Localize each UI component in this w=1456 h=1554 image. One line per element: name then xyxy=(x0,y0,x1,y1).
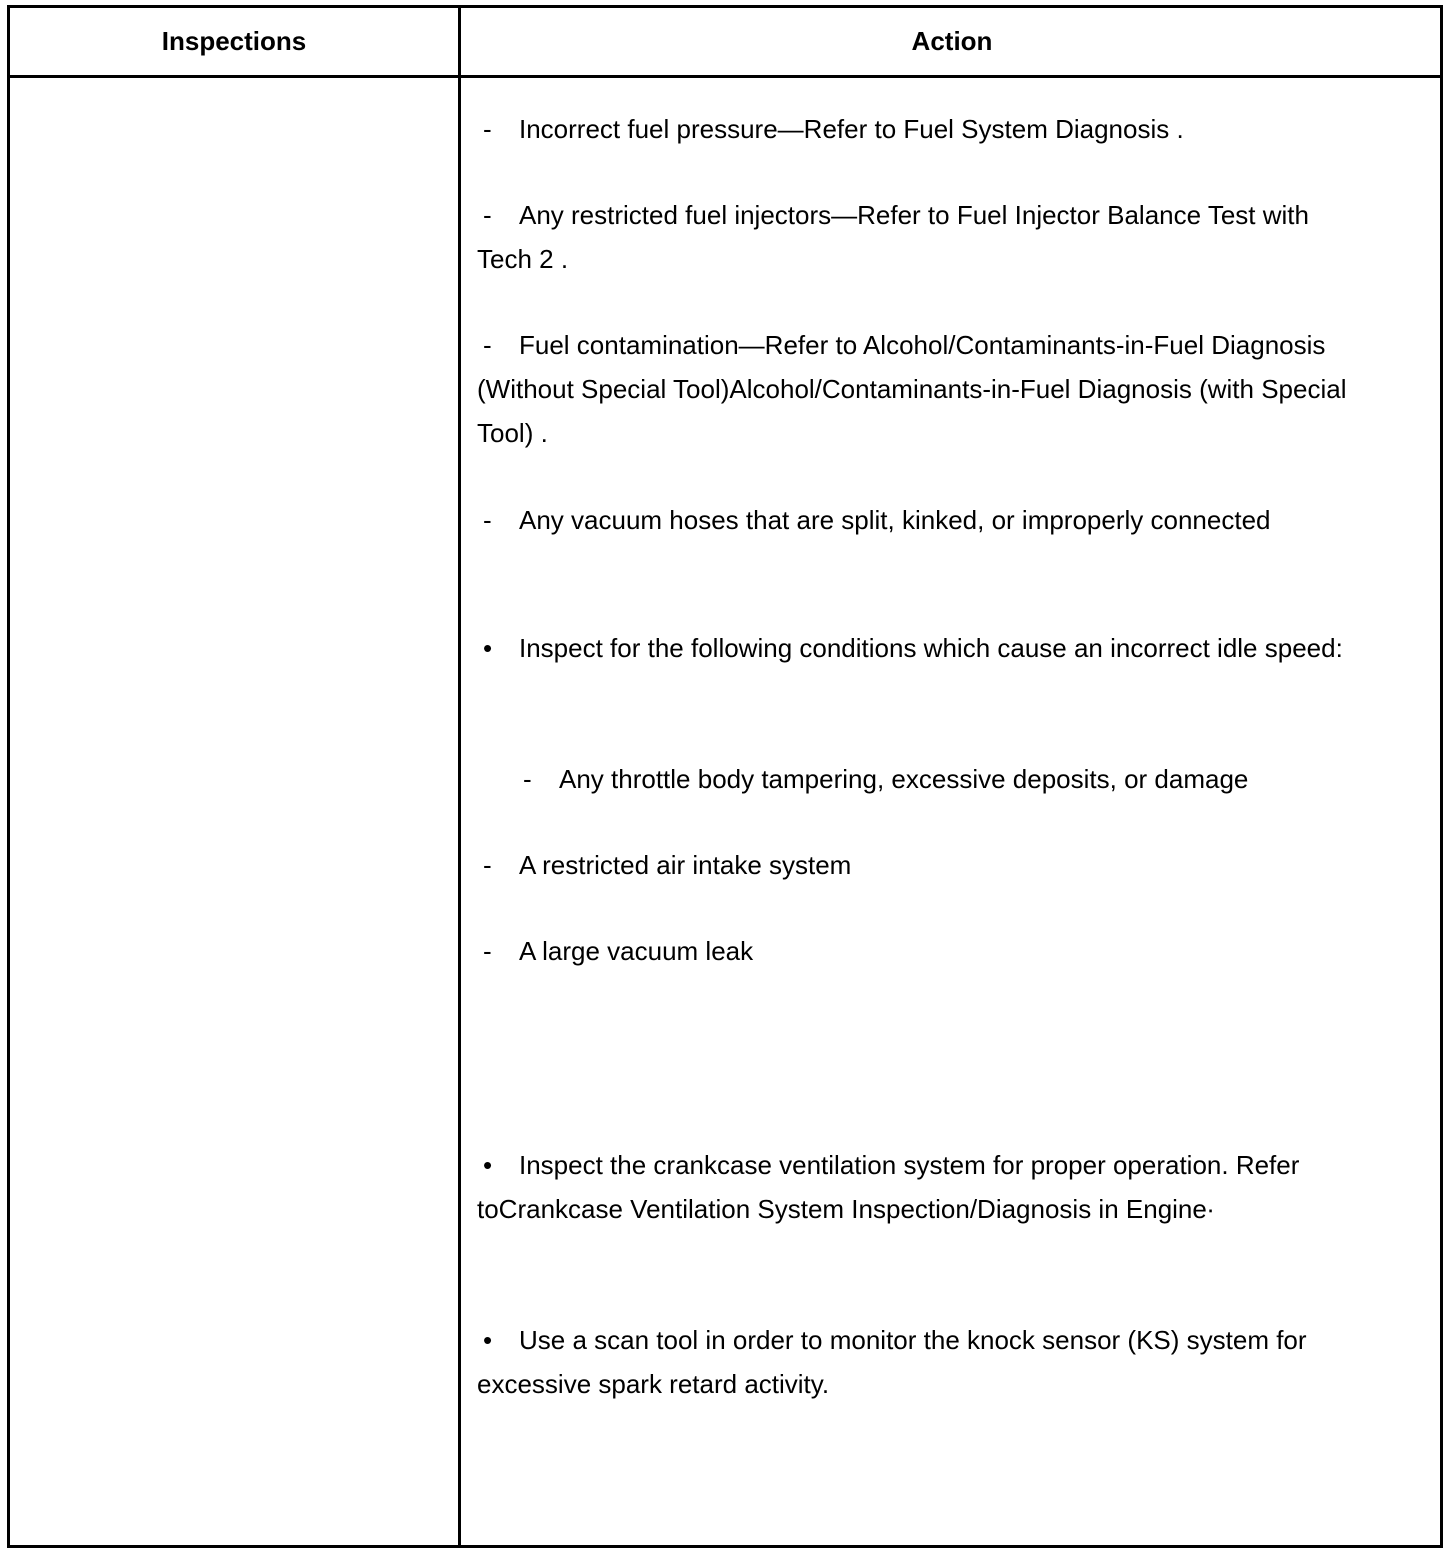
action-item-knock-sensor xyxy=(477,1318,1347,1406)
action-item-text: Inspect the crankcase ventilation system for proper operation. Refer toCrankcase Ventilation System Inspection/Diagnosis in Engine∙ xyxy=(477,1150,1307,1224)
action-item-fuel-pressure xyxy=(477,107,1347,151)
action-item-text: Incorrect fuel pressure—Refer to Fuel System Diagnosis . xyxy=(519,114,1184,144)
action-item-fuel-contamination xyxy=(477,323,1354,455)
dash-marker: - xyxy=(483,505,492,535)
action-item-crankcase xyxy=(477,1143,1347,1231)
dash-marker: - xyxy=(483,200,492,230)
bullet-marker: • xyxy=(483,1325,493,1355)
action-item-vacuum-hoses xyxy=(477,498,1347,542)
inspection-table xyxy=(7,5,1443,1548)
action-cell xyxy=(461,78,1443,1548)
action-item-text: A large vacuum leak xyxy=(519,936,754,966)
action-item-text: Any throttle body tampering, excessive deposits, or damage xyxy=(559,764,1249,794)
dash-marker: - xyxy=(523,764,532,794)
action-item-idle-speed xyxy=(477,626,1347,670)
action-item-text: Any vacuum hoses that are split, kinked, or improperly connected xyxy=(519,505,1271,535)
dash-marker: - xyxy=(483,330,492,360)
dash-marker: - xyxy=(483,936,492,966)
action-item-air-intake xyxy=(477,843,1347,887)
header-inspections: Inspections xyxy=(161,26,307,56)
action-item-vacuum-leak xyxy=(477,929,1347,973)
dash-marker: - xyxy=(483,850,492,880)
action-item-text: Any restricted fuel injectors—Refer to Fuel Injector Balance Test with Tech 2 . xyxy=(477,200,1316,274)
inspections-cell xyxy=(10,78,458,1548)
bullet-marker: • xyxy=(483,633,493,663)
table-header-row xyxy=(10,8,1443,78)
action-item-text: Fuel contamination—Refer to Alcohol/Contaminants-in-Fuel Diagnosis (Without Special Tool)Alcohol/Contaminants-in-Fuel Diagnosis (with Special Tool) . xyxy=(477,330,1354,448)
dash-marker: - xyxy=(483,114,492,144)
action-item-throttle-body xyxy=(517,757,1387,801)
action-item-text: A restricted air intake system xyxy=(519,850,852,880)
header-action: Action xyxy=(911,26,993,56)
action-item-text: Use a scan tool in order to monitor the knock sensor (KS) system for excessive spark retard activity. xyxy=(477,1325,1314,1399)
action-item-text: Inspect for the following conditions which cause an incorrect idle speed: xyxy=(519,633,1343,663)
action-item-injectors xyxy=(477,193,1347,281)
bullet-marker: • xyxy=(483,1150,493,1180)
